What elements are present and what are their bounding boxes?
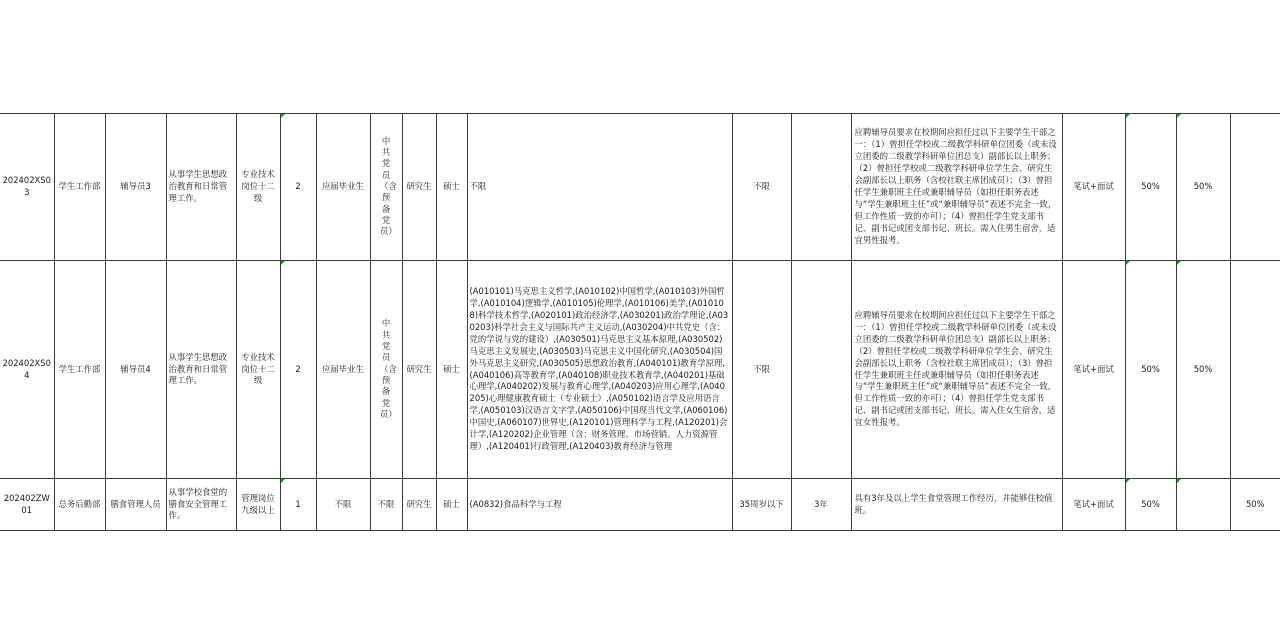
other-requirements-cell: 具有3年及以上学生食堂管理工作经历，并能够住校值班。: [851, 479, 1062, 531]
candidate-source-cell: 应届毕业生: [316, 114, 370, 261]
major-cell: (A010101)马克思主义哲学,(A010102)中国哲学,(A010103)外国哲学,(A010104)逻辑学,(A010105)伦理学,(A010106)美学,(A010108)科学技术哲学,(A020101)政治经济学,(A030201)政治学理论,(A030203)科学社会主义与国际共产主义运动,(A030204)中共党史（含：党的学说与党的建设）,(A030501)马克思主义基本原理,(A030502)马克思主义发展史,(A030503)马克思主义中国化研究,(A030504)国外马克思主义研究,(A030505)思想政治教育,(A040101)教育学原理,(A040106)高等教育学,(A040108)职业技术教育学,(A040201)基础心理学,(A040202)发展与教育心理学,(A040203)应用心理学,(A040205)心理健康教育硕士（专业硕士）,(A050102)语言学及应用语言学,(A050103)汉语言文字学,(A050106)中国现当代文学,(A060106)中国史,(A060107)世界史,(A120101)管理科学与工程,(A120201)会计学,(A120202)企业管理（含：财务管理、市场营销、人力资源管理）,(A120401)行政管理,(A120403)教育经济与管理: [467, 261, 732, 479]
practical-ratio-cell: [1230, 114, 1280, 261]
written-ratio-cell: 50%: [1125, 479, 1176, 531]
interview-ratio-cell: 50%: [1176, 261, 1230, 479]
position-category-cell: 专业技术岗位十二级: [236, 261, 280, 479]
candidate-source-cell: 应届毕业生: [316, 261, 370, 479]
age-cell: 35周岁以下: [732, 479, 791, 531]
recruitment-table: [0, 113, 1280, 531]
job-duty-cell: 从事学生思想政治教育和日常管理工作。: [166, 261, 236, 479]
exam-method-cell: 笔试+面试: [1062, 114, 1125, 261]
degree-cell: 硕士: [436, 479, 467, 531]
hiring-count-cell: 2: [280, 261, 316, 479]
candidate-source-cell: 不限: [316, 479, 370, 531]
experience-cell: [791, 114, 851, 261]
position-name-cell: 膳食管理人员: [105, 479, 166, 531]
other-requirements-cell: 应聘辅导员要求在校期间应担任过以下主要学生干部之一：（1）曾担任学校或二级教学科研单位团委（或未设立团委的二级教学科研单位团总支）副部长以上职务；（2）曾担任学校或二级教学科研单位学生会、研究生会副部长以上职务（含校社联主席团成员）；（3）曾担任学生兼职班主任或兼职辅导员（如担任职务表述与“学生兼职班主任”或“兼职辅导员”表述不完全一致，但工作性质一致的亦可）；（4）曾担任学生党支部书记、副书记或团支部书记、班长。需入住男生宿舍，适宜男性报考。: [851, 114, 1062, 261]
interview-ratio-cell: 50%: [1176, 114, 1230, 261]
table-row: [0, 479, 1280, 531]
education-cell: 研究生: [402, 479, 436, 531]
practical-ratio-cell: 50%: [1230, 479, 1280, 531]
position-code-cell: 202402XS03: [0, 114, 54, 261]
department-cell: 学生工作部: [54, 261, 105, 479]
position-name-cell: 辅导员3: [105, 114, 166, 261]
practical-ratio-cell: [1230, 261, 1280, 479]
table-row: [0, 114, 1280, 261]
hiring-count-cell: 2: [280, 114, 316, 261]
position-name-cell: 辅导员4: [105, 261, 166, 479]
political-status-text: 中共党员（含预备党员）: [380, 318, 397, 419]
exam-method-cell: 笔试+面试: [1062, 479, 1125, 531]
experience-cell: 3年: [791, 479, 851, 531]
education-cell: 研究生: [402, 114, 436, 261]
table-row: [0, 261, 1280, 479]
position-code-cell: 202402ZW01: [0, 479, 54, 531]
other-requirements-cell: 应聘辅导员要求在校期间应担任过以下主要学生干部之一：（1）曾担任学校或二级教学科研单位团委（或未设立团委的二级教学科研单位团总支）副部长以上职务；（2）曾担任学校或二级教学科研单位学生会、研究生会副部长以上职务（含校社联主席团成员）；（3）曾担任学生兼职班主任或兼职辅导员（如担任职务表述与“学生兼职班主任”或“兼职辅导员”表述不完全一致，但工作性质一致的亦可）；（4）曾担任学生党支部书记、副书记或团支部书记、班长。需入住女生宿舍，适宜女性报考。: [851, 261, 1062, 479]
political-status-cell: [370, 479, 402, 531]
major-cell: (A0832)食品科学与工程: [467, 479, 732, 531]
job-duty-cell: 从事学校食堂的膳食安全管理工作。: [166, 479, 236, 531]
interview-ratio-cell: [1176, 479, 1230, 531]
political-status-text: 中共党员（含预备党员）: [380, 135, 397, 237]
department-cell: 学生工作部: [54, 114, 105, 261]
position-code-cell: 202402XS04: [0, 261, 54, 479]
political-status-text: 不限: [377, 498, 395, 509]
written-ratio-cell: 50%: [1125, 114, 1176, 261]
position-category-cell: 管理岗位九级以上: [236, 479, 280, 531]
hiring-count-cell: 1: [280, 479, 316, 531]
degree-cell: 硕士: [436, 261, 467, 479]
degree-cell: 硕士: [436, 114, 467, 261]
education-cell: 研究生: [402, 261, 436, 479]
political-status-cell: [370, 114, 402, 261]
written-ratio-cell: 50%: [1125, 261, 1176, 479]
experience-cell: [791, 261, 851, 479]
age-cell: 不限: [732, 114, 791, 261]
department-cell: 总务后勤部: [54, 479, 105, 531]
exam-method-cell: 笔试+面试: [1062, 261, 1125, 479]
position-category-cell: 专业技术岗位十二级: [236, 114, 280, 261]
job-duty-cell: 从事学生思想政治教育和日常管理工作。: [166, 114, 236, 261]
political-status-cell: [370, 261, 402, 479]
major-cell: 不限: [467, 114, 732, 261]
age-cell: 不限: [732, 261, 791, 479]
